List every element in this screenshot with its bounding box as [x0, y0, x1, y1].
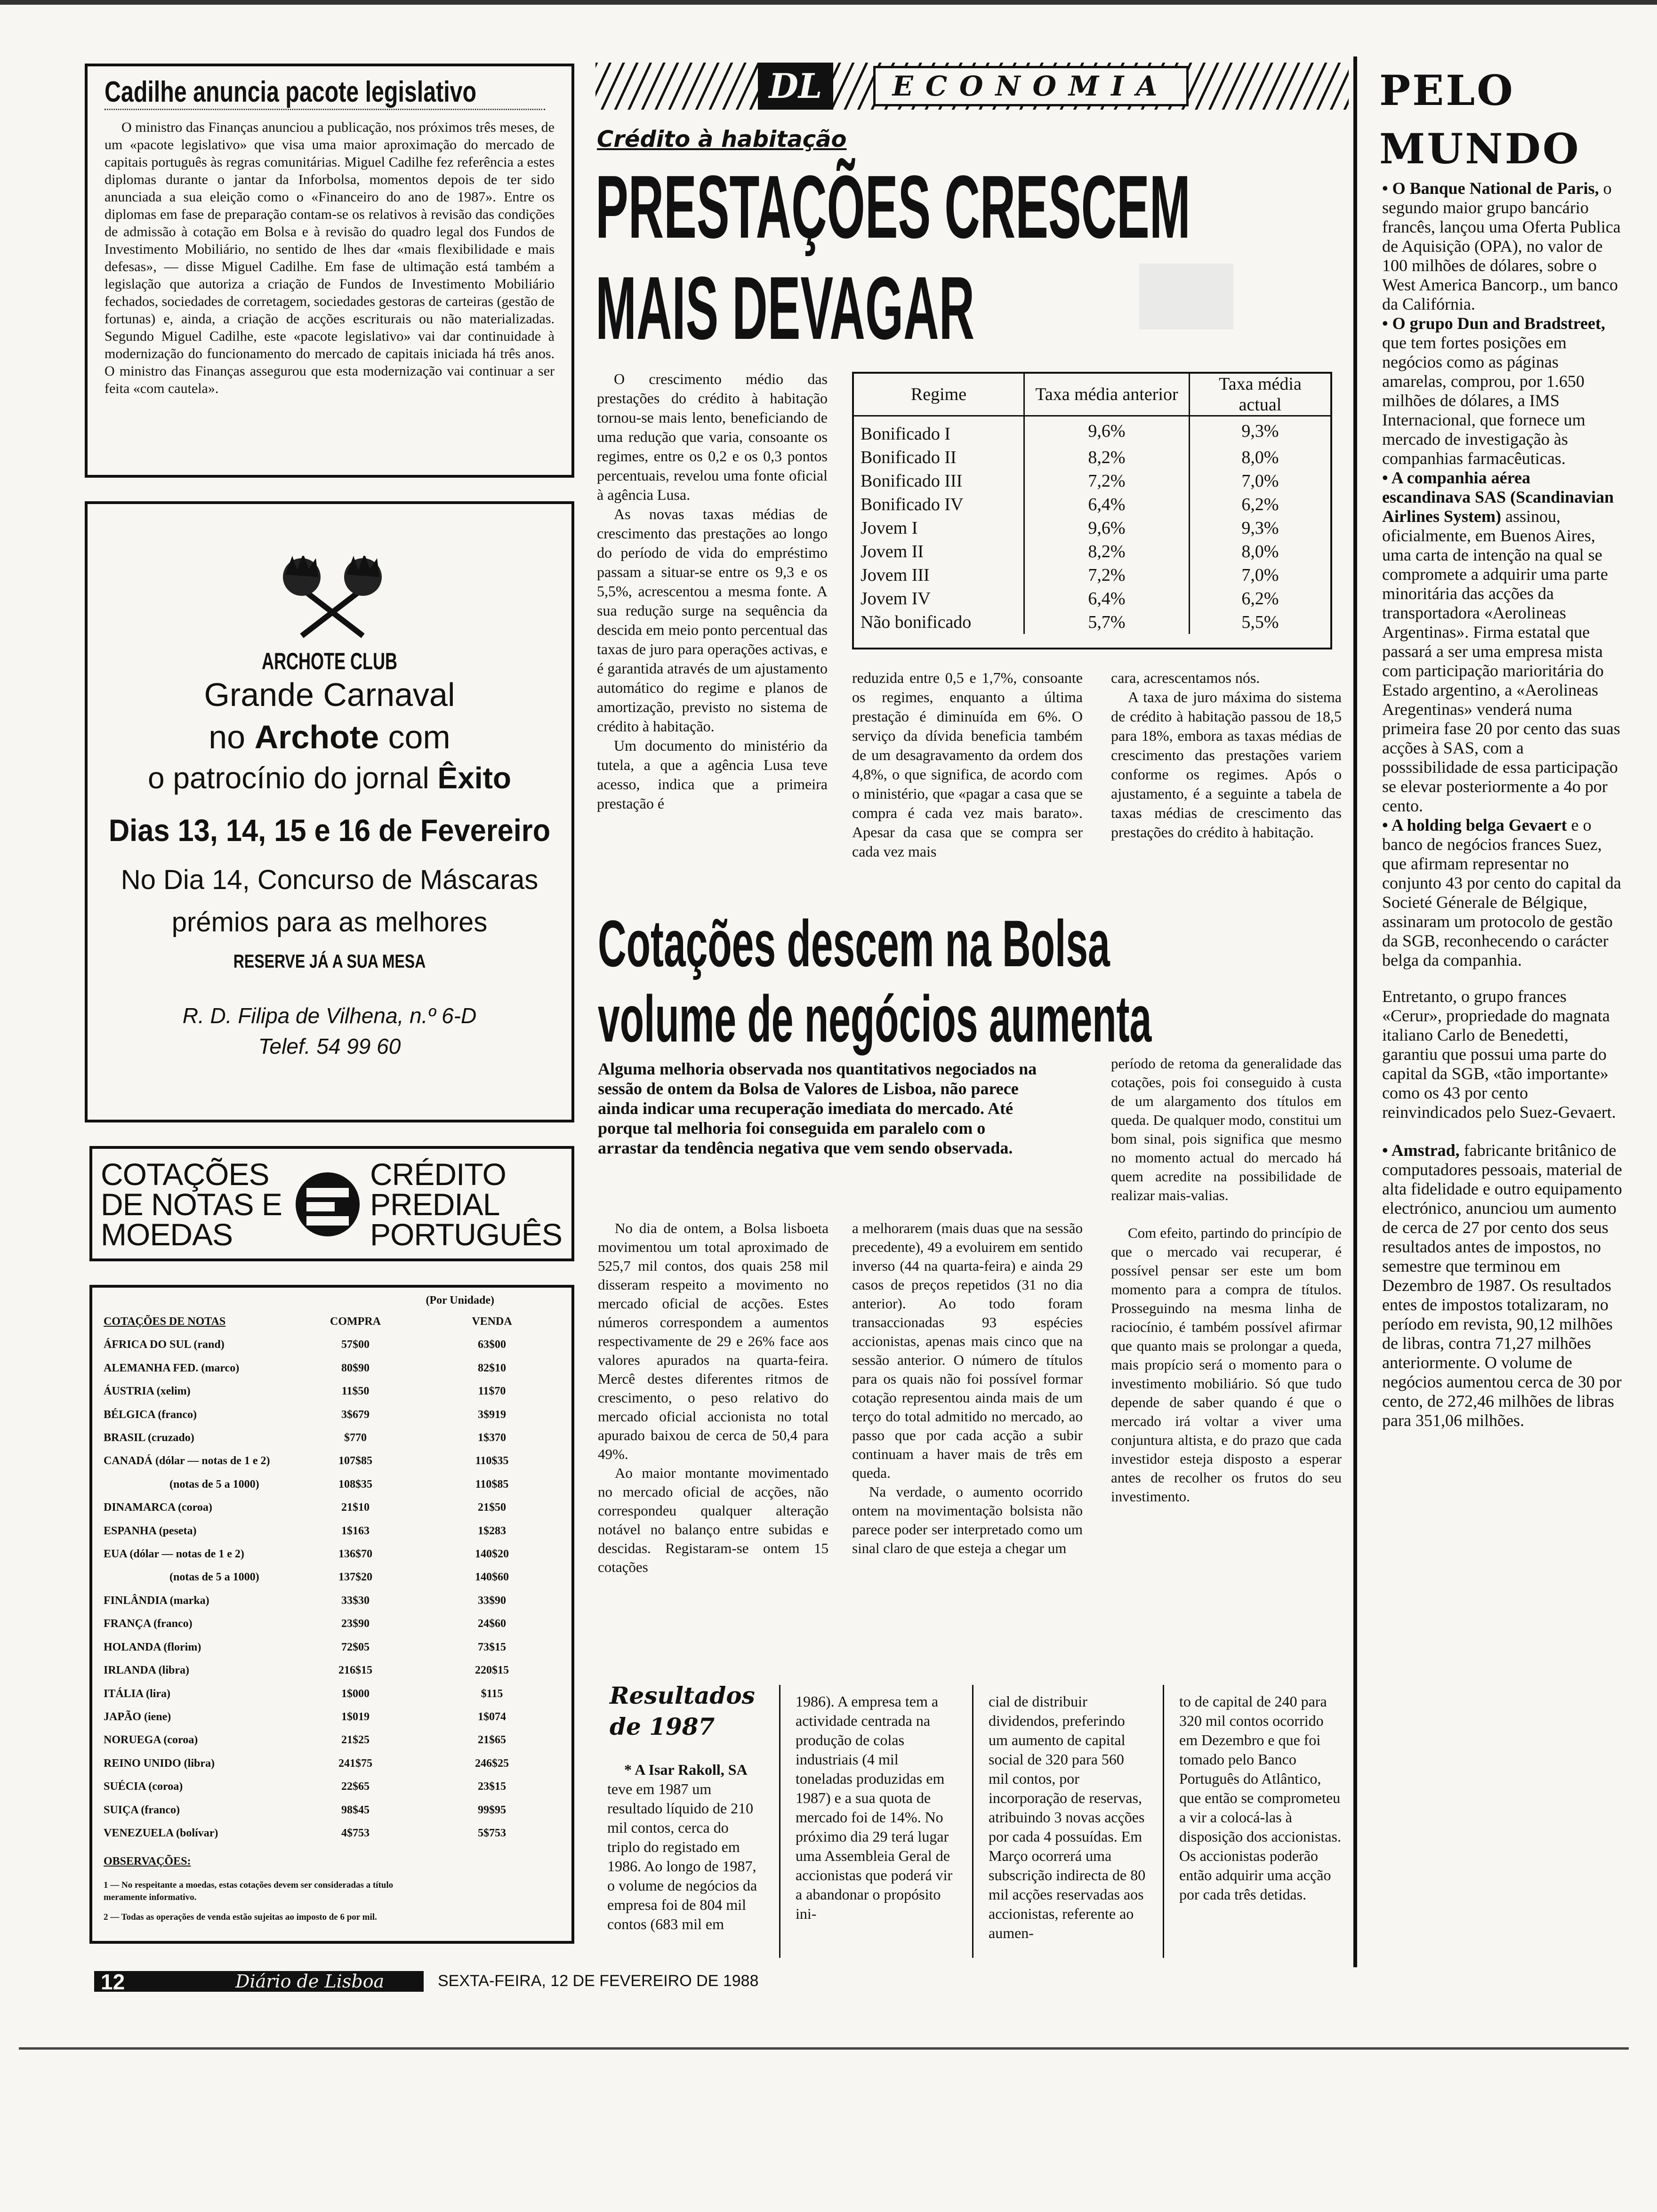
world-item-text: assinou, oficialmente, em Buenos Aires, uma carta de intenção na qual se compromete a adquirir uma parte minoritária das acções da transportadora «Aerolineas Argentinas». Firma estatal que passará a ser uma empresa mista com participação marioritária do Estado argentino, a «Aerolineas Aregentinas» venderá numa primeira fase 20 por cento das suas acções à SAS, com a posssibilidade de essa participação se elevar posteriormente a 4o por cento. [1382, 507, 1620, 815]
fx-row [104, 1659, 560, 1682]
world-item [1382, 314, 1622, 468]
rate-row [854, 493, 1330, 516]
ad-line2-pre: no [209, 719, 246, 755]
main-col-3-p2: A taxa de juro máxima do sistema de crédito à habitação passou de 18,5 para 18%, embora as taxas médias de crescimento das prestações variem conforme os regimes. Após o ajustamento, é a seguinte a tabela de taxas médias de crescimento das prestações do crédito à habitação. [1111, 689, 1342, 841]
fx-currency: NORUEGA (coroa) [104, 1734, 198, 1747]
rate-row [854, 516, 1330, 540]
world-item [1382, 468, 1622, 816]
world-title: PELO MUNDO [1379, 66, 1581, 173]
rate-regime: Não bonificado [854, 610, 1024, 634]
fx-bank-name: CRÉDITO PREDIAL PORTUGUÊS [370, 1157, 562, 1252]
fx-sell: 33$90 [478, 1594, 506, 1607]
fx-col-label: COTAÇÕES DE NOTAS [104, 1315, 226, 1328]
rate-regime: Jovem III [854, 563, 1024, 587]
resultados-company: * A Isar Rakoll, SA [624, 1761, 748, 1778]
fx-buy: 11$50 [341, 1385, 370, 1398]
fx-per-unit: (Por Unidade) [426, 1294, 494, 1306]
rate-header-row [854, 374, 1330, 416]
rate-regime: Jovem IV [854, 587, 1024, 610]
fx-buy: 107$85 [338, 1455, 372, 1467]
cadilhe-body: O ministro das Finanças anunciou a publicação, nos próximos três meses, de um «pacote legislativo» que visa uma maior aproximação do mercado de capitais português às regras comunitárias. Miguel Cadilhe fez referência a estes diplomas durante o jantar da Inforbolsa, momentos depois de ter sido anunciada a sua eleição como o «Financeiro do ano de 1987». Entre os diplomas em fase de preparação contam-se os relativos à revisão das condições de admissão à cotação em Bolsa e à revisão do quadro legal dos Fundos de Investimento Mobiliário, no sentido de lhes dar «mais flexibilidade e mais defesas», — disse Miguel Cadilhe. Em fase de ultimação está também a legislação que autoriza a criação de Fundos de Investimento Mobiliário fechados, sociedades de corretagem, sociedades gestoras de carteiras (gestão de fortunas) e, ainda, a criação de acções escriturais ou não materializadas. Segundo Miguel Cadilhe, este «pacote legislativo» vai dar continuidade à modernização do funcionamento do mercado de capitais iniciada há três anos. O ministro das Finanças assegurou que esta modernização vai continuar a ser feita «com cautela». [105, 120, 555, 396]
fx-currency: (notas de 5 a 1000) [169, 1571, 259, 1584]
rate-regime: Jovem I [854, 516, 1024, 540]
rate-prev: 9,6% [1024, 516, 1190, 540]
fx-row [104, 1729, 560, 1752]
bolsa-headline-2: volume de negócios aumenta [598, 982, 1152, 1056]
fx-sell: 140$20 [475, 1548, 509, 1561]
fx-note-2: 2 — Todas as operações de venda estão sujeitas ao imposto de 6 por mil. [104, 1912, 377, 1923]
footer-page: 12 [101, 1970, 125, 1994]
fx-buy: 137$20 [338, 1571, 372, 1584]
section-logo: DL [758, 63, 833, 110]
resultados-rule-1 [779, 1685, 780, 1958]
fx-table-box [89, 1285, 574, 1944]
rate-prev: 8,2% [1024, 446, 1190, 469]
fx-buy: 216$15 [338, 1664, 372, 1677]
fx-row [104, 1427, 560, 1450]
fx-sell: 246$25 [475, 1757, 509, 1770]
fx-sell: 220$15 [475, 1664, 509, 1677]
fx-sell: 21$50 [478, 1501, 506, 1514]
rate-curr: 7,0% [1241, 565, 1279, 585]
rate-curr: 6,2% [1241, 495, 1279, 514]
fx-buy: 4$753 [341, 1827, 370, 1839]
world-item-lead: • O grupo Dun and Bradstreet, [1382, 314, 1605, 333]
bolsa-col-3-p1: período de retoma da generalidade das cotações, pois foi conseguido à custa de um alargamento dos títulos em queda. De qualquer modo, constitui um bom sinal, pois significa que mesmo no momento actual do mercado há quem acredite na possibilidade de realizar mais-valias. [1111, 1055, 1342, 1203]
ad-line1: Grande Carnaval [204, 676, 455, 713]
fx-buy: 57$00 [341, 1338, 370, 1351]
fx-sell: 5$753 [478, 1827, 506, 1839]
fx-sell: 63$00 [478, 1338, 506, 1351]
fx-row [104, 1752, 560, 1775]
fx-currency: BÉLGICA (franco) [104, 1408, 197, 1421]
fx-sell: 73$15 [478, 1641, 506, 1653]
fx-buy: 21$10 [341, 1501, 370, 1514]
section-title-box [873, 66, 1189, 106]
kicker: Crédito à habitação [597, 126, 847, 152]
main-col-2-p1: reduzida entre 0,5 e 1,7%, consoante os regimes, enquanto a última prestação é diminuída em 6%. O serviço da dívida beneficia também de um desagravamento da ordem dos 4,8%, o que significa, de acordo com o ministério, que «pagar a casa que se compra é cada vez mais barato». Apesar da casa que se compra ser cada vez mais [852, 669, 1083, 860]
fx-sell: 82$10 [478, 1362, 506, 1374]
fx-buy: 108$35 [338, 1478, 372, 1491]
world-rule [1353, 56, 1357, 1967]
ad-exito: Êxito [437, 761, 511, 795]
fx-buy: 136$70 [338, 1548, 372, 1561]
bolsa-col-1-p1: No dia de ontem, a Bolsa lisboeta movimentou um total aproximado de 525,7 mil contos, dos quais 258 mil disseram respeito a movimento no mercado oficial de acções. Estes números correspondem a aumentos respectivamente de 29 e 26% face aos valores apurados na quarta-feira. Mercê destes diferentes ritmos de crescimento, o peso relativo do mercado oficial accionista no total apurado baixou de cerca de 50,4 para 49%. [598, 1220, 828, 1462]
rate-curr: 6,2% [1241, 589, 1279, 609]
fx-table [104, 1310, 560, 1845]
fx-sell: 3$919 [478, 1408, 506, 1421]
fx-currency: JAPÃO (iene) [104, 1710, 171, 1723]
ad-line3 [88, 761, 571, 795]
rate-curr: 7,0% [1241, 471, 1279, 491]
fx-row [104, 1357, 560, 1380]
fx-currency: ÁUSTRIA (xelim) [104, 1385, 191, 1398]
fx-currency: BRASIL (cruzado) [104, 1432, 194, 1444]
rate-row [854, 540, 1330, 563]
world-item-lead: • Amstrad, [1382, 1141, 1460, 1160]
fx-row [104, 1566, 560, 1589]
fx-currency: (notas de 5 a 1000) [169, 1478, 259, 1491]
resultados-c4: to de capital de 240 para 320 mil contos ocorrido em Dezembro e que foi tomado pelo Banco Português do Atlântico, que então se comprometeu a vir a colocá-las à disposição dos accionistas. Os accionistas poderão então adquirir uma acção por cada três detidas. [1179, 1693, 1341, 1903]
rate-prev: 7,2% [1024, 469, 1190, 493]
world-item-lead: • A holding belga Gevaert [1382, 816, 1567, 834]
world-item-lead: • O Banque National de Paris, [1382, 179, 1599, 198]
resultados-col-4 [1179, 1692, 1342, 1904]
fx-buy: 21$25 [341, 1734, 370, 1747]
rate-regime: Bonificado II [854, 446, 1024, 469]
resultados-c1: teve em 1987 um resultado líquido de 210 mil contos, cerca do triplo do registado em 1986. Ao longo de 1987, o volume de negócios da empresa foi de 804 mil contos (683 mil em [607, 1780, 757, 1932]
fx-sell: 23$15 [478, 1780, 506, 1793]
ad-archote: Archote [254, 719, 379, 755]
fx-row [104, 1683, 560, 1706]
rate-h-regime: Regime [854, 374, 1024, 416]
rate-prev: 6,4% [1024, 587, 1190, 610]
fx-sell: 24$60 [478, 1618, 506, 1630]
fx-buy: 98$45 [341, 1803, 370, 1816]
fx-currency: SUÉCIA (coroa) [104, 1780, 183, 1793]
fx-currency: SUIÇA (franco) [104, 1803, 180, 1816]
rate-table [854, 374, 1330, 634]
rate-regime: Jovem II [854, 540, 1024, 563]
fx-buy: 22$65 [341, 1780, 370, 1793]
rate-row [854, 416, 1330, 446]
rate-curr: 9,3% [1241, 421, 1279, 441]
rate-curr: 8,0% [1241, 542, 1279, 561]
headline-watermark [1139, 264, 1233, 329]
fx-row [104, 1543, 560, 1566]
fx-sell: 99$95 [478, 1803, 506, 1816]
fx-sell: 140$60 [475, 1571, 509, 1584]
world-item-text: o segundo maior grupo bancário francês, lançou uma Oferta Publica de Aquisição (OPA), no valor de 100 milhões de dólares, sobre o West America Bancorp., um banco da Califórnia. [1382, 179, 1621, 313]
headline-2: MAIS DEVAGAR [595, 258, 975, 358]
footer [94, 1971, 777, 2004]
world-item [1382, 816, 1622, 970]
fx-row [104, 1589, 560, 1612]
fx-row [104, 1333, 560, 1356]
footer-paper: Diário de Lisboa [235, 1971, 385, 1992]
resultados-col-2 [796, 1692, 953, 1923]
main-col-1-p2: As novas taxas médias de crescimento das prestações ao longo do período de vida do empréstimo passam a situar-se entre os 9,3 e os 5,5%, acrescentou a mesma fonte. A sua redução surge na sequência da descida em meio ponto percentual das taxas de juro para operações activas, e é garantida através de um ajustamento automático do regime e planos de amortização, previsto no sistema de crédito à habitação. [597, 505, 828, 735]
world-item-lead: • A companhia aérea escandinava SAS (Scandinavian Airlines System) [1382, 468, 1614, 526]
rate-prev: 7,2% [1024, 563, 1190, 587]
fx-col-sell: VENDA [472, 1315, 512, 1328]
fx-row [104, 1496, 560, 1519]
ad-address: R. D. Filipa de Vilhena, n.º 6-D [182, 1003, 477, 1028]
fx-buy: 1$019 [341, 1710, 370, 1723]
fx-currency: HOLANDA (florim) [104, 1641, 201, 1653]
fx-buy: $770 [344, 1432, 367, 1444]
ad-reserve: RESERVE JÁ A SUA MESA [233, 951, 426, 972]
fx-currency: EUA (dólar — notas de 1 e 2) [104, 1548, 244, 1561]
fx-currency: CANADÁ (dólar — notas de 1 e 2) [104, 1455, 270, 1467]
ad-dates: Dias 13, 14, 15 e 16 de Fevereiro [108, 813, 551, 848]
fx-currency: FRANÇA (franco) [104, 1618, 193, 1630]
fx-row [104, 1612, 560, 1635]
fx-currency: ÁFRICA DO SUL (rand) [104, 1338, 225, 1351]
resultados-rule-2 [972, 1685, 973, 1958]
fx-row [104, 1520, 560, 1543]
world-column [1382, 179, 1622, 1430]
bolsa-headline-1: Cotações descem na Bolsa [598, 906, 1110, 980]
rate-regime: Bonificado IV [854, 493, 1024, 516]
resultados-title: Resultados de 1987 [610, 1682, 755, 1740]
headline-1: PRESTAÇÕES CRESCEM [595, 157, 1190, 257]
ad-prizes: prémios para as melhores [171, 907, 488, 938]
rate-row [854, 587, 1330, 610]
fx-row [104, 1473, 560, 1496]
fx-notes-title: OBSERVAÇÕES: [104, 1855, 191, 1868]
cadilhe-box [85, 64, 574, 478]
ad-line2 [88, 718, 571, 756]
world-item-text: Entretanto, o grupo frances «Cerur», propriedade do magnata italiano Carlo de Benedetti, garantiu que possui uma parte do capital da SGB, «tão importante» como os 43 por cento reinvindicados pelo Suez-Gevaert. [1382, 987, 1616, 1122]
bolsa-col-3-p2: Com efeito, partindo do princípio de que o mercado vai recuperar, é possível pensar ser este um bom momento para a compra de títulos. Prosseguindo na mesma linha de raciocínio, é também possível afirmar que quanto mais se prolongar a queda, mais propício será o momento para o investimento mobiliário. Só que tudo depende de saber quando é que o mercado irá voltar a viver uma conjuntura altista, e do prazo que cada investidor esteja disposto a esperar antes de recolher os frutos do seu investimento. [1111, 1225, 1342, 1505]
fx-currency: REINO UNIDO (libra) [104, 1757, 215, 1770]
bolsa-col-2-p1: a melhorarem (mais duas que na sessão precedente), 49 a evoluirem em sentido inverso (44 na quarta-feira) e ainda 29 casos de preços repetidos (31 no dia anterior). Ao todo foram transaccionadas 93 espécies accionistas, apenas mais cinco que na sessão anterior. O número de títulos para os quais não foi possível formar cotação representou ainda mais de um terço do total admitido no mercado, ao passo que por cada acção a subir continuam a haver mais de três em queda. [852, 1220, 1083, 1481]
main-col-1 [597, 369, 828, 813]
main-col-1-p1: O crescimento médio das prestações do crédito à habitação tornou-se mais lento, beneficiando de uma redução que varia, consoante os regimes, entre os 0,2 e os 0,3 pontos percentuais, revelou uma fonte oficial à agência Lusa. [597, 370, 828, 503]
world-item-text: e o banco de negócios frances Suez, que afirmam representar no conjunto 43 por cento do capital da Societé Génerale de Bélgique, assinaram um protocolo de gestão da SGB, reconhecendo o carácter belga da companhia. [1382, 816, 1621, 970]
fx-note-1: 1 — No respeitante a moedas, estas cotações devem ser consideradas a título meramente informativo. [104, 1880, 394, 1903]
fx-sell: $115 [481, 1687, 503, 1700]
resultados-c2: 1986). A empresa tem a actividade centrada na produção de colas industriais (4 mil toneladas produzidas em 1987) e a sua quota de mercado foi de 14%. No próximo dia 29 terá lugar uma Assembleia Geral de accionistas que poderá vir a abandonar o propósito ini- [796, 1693, 953, 1922]
fx-sell: 110$35 [475, 1455, 509, 1467]
main-col-2 [852, 668, 1083, 861]
cadilhe-title: Cadilhe anuncia pacote legislativo [105, 76, 545, 110]
rate-row [854, 446, 1330, 469]
torch-icon [276, 556, 389, 641]
fx-row [104, 1450, 560, 1473]
archote-ad [85, 501, 574, 1122]
resultados-col-1 [607, 1760, 763, 1934]
main-col-3-p1: cara, acrescentamos nós. [1111, 669, 1260, 686]
ad-club: ARCHOTE CLUB [262, 648, 397, 674]
fx-row [104, 1706, 560, 1729]
fx-row [104, 1775, 560, 1798]
fx-currency: ALEMANHA FED. (marco) [104, 1362, 240, 1374]
rate-row [854, 469, 1330, 493]
section-title: ECONOMIA [892, 70, 1170, 102]
fx-buy: 33$30 [341, 1594, 370, 1607]
rate-row [854, 563, 1330, 587]
fx-buy: 23$90 [341, 1618, 370, 1630]
bolsa-col-2-p2: Na verdade, o aumento ocorrido ontem na movimentação bolsista não parece poder ser interpretado como um sinal claro de que esteja a chegar um [852, 1483, 1083, 1556]
fx-buy: 1$000 [341, 1687, 370, 1700]
main-col-1-p3: Um documento do ministério da tutela, a que a agência Lusa teve acesso, indica que a primeira prestação é [597, 737, 828, 812]
fx-sell: 1$074 [478, 1710, 506, 1723]
bolsa-col-3 [1111, 1054, 1342, 1506]
ad-phone: Telef. 54 99 60 [258, 1034, 401, 1058]
fx-row [104, 1799, 560, 1822]
rate-curr: 9,3% [1241, 518, 1279, 538]
fx-currency: VENEZUELA (bolívar) [104, 1827, 218, 1839]
rate-prev: 9,6% [1024, 416, 1190, 446]
ad-line2-post: com [388, 719, 450, 755]
footer-date: SEXTA-FEIRA, 12 DE FEVEREIRO DE 1988 [438, 1972, 759, 1990]
rate-regime: Bonificado I [854, 416, 1024, 446]
fx-row [104, 1403, 560, 1427]
fx-title-left: COTAÇÕES DE NOTAS E MOEDAS [101, 1157, 282, 1252]
fx-sell: 11$70 [478, 1385, 506, 1398]
rate-table-box [852, 372, 1332, 649]
fx-currency: DINAMARCA (coroa) [104, 1501, 212, 1514]
fx-col-buy: COMPRA [330, 1315, 381, 1328]
bolsa-col-1 [598, 1219, 828, 1577]
rate-curr: 8,0% [1241, 448, 1279, 467]
fx-buy: 72$05 [341, 1641, 370, 1653]
world-item [1382, 179, 1622, 314]
fx-row [104, 1380, 560, 1403]
resultados-rule-3 [1163, 1685, 1164, 1958]
fx-buy: 1$163 [341, 1524, 370, 1537]
rate-prev: 8,2% [1024, 540, 1190, 563]
ad-contest: No Dia 14, Concurso de Máscaras [121, 865, 539, 895]
bank-logo-icon [292, 1162, 363, 1247]
fx-buy: 241$75 [338, 1757, 372, 1770]
bolsa-lead: Alguma melhoria observada nos quantitativos negociados na sessão de ontem da Bolsa de Valores de Lisboa, não parece ainda indicar uma recuperação imediata do mercado. Até porque tal melhoria foi conseguida em paralelo com o arrastar da tendência negativa que vem sendo observada. [598, 1059, 1037, 1157]
fx-header-row [104, 1310, 560, 1333]
footer-rule [19, 2047, 1629, 2050]
world-item-text: fabricante britânico de computadores pessoais, material de alta fidelidade e outro equipamento electrónico, anunciou um aumento de cerca de 27 por cento dos seus resultados antes de impostos, no semestre que terminou em Dezembro de 1987. Os resultados entes de impostos totalizaram, no período em revista, 90,12 milhões de libras, contra 71,27 milhões anteriormente. O volume de negócios aumentou cerca de 30 por cento, de 272,46 milhões de libras para 351,06 milhões. [1382, 1141, 1622, 1430]
fx-buy: 3$679 [341, 1408, 370, 1421]
bolsa-col-1-p2: Ao maior montante movimentado no mercado oficial de acções, não correspondeu qualquer alteração notável no balanço entre subidas e descidas. Registaram-se ontem 15 cotações [598, 1465, 828, 1575]
world-item [1382, 987, 1622, 1122]
ad-line3-pre: o patrocínio do jornal [148, 761, 429, 795]
main-col-3 [1111, 668, 1342, 842]
fx-row [104, 1636, 560, 1659]
rate-regime: Bonificado III [854, 469, 1024, 493]
bolsa-col-2 [852, 1219, 1083, 1558]
top-rule [0, 0, 1657, 5]
fx-buy: 80$90 [341, 1362, 370, 1374]
world-item [1382, 1141, 1622, 1430]
fx-sell: 21$65 [478, 1734, 506, 1747]
rate-curr: 5,5% [1241, 612, 1279, 632]
fx-row [104, 1822, 560, 1845]
fx-header [89, 1146, 574, 1261]
fx-sell: 1$370 [478, 1432, 506, 1444]
fx-currency: ITÁLIA (lira) [104, 1687, 171, 1700]
rate-row [854, 610, 1330, 634]
resultados-c3: cial de distribuir dividendos, preferindo um aumento de capital social de 320 para 560 mil contos, por incorporação de reservas, atribuindo 3 novas acções por cada 4 possuídas. Em Março ocorrerá uma subscrição indirecta de 80 mil acções reservadas aos accionistas, referente ao aumen- [989, 1693, 1146, 1941]
rate-prev: 5,7% [1024, 610, 1190, 634]
resultados-col-3 [989, 1692, 1146, 1943]
fx-currency: IRLANDA (libra) [104, 1664, 190, 1677]
rate-h-curr: Taxa média actual [1190, 374, 1331, 416]
rate-prev: 6,4% [1024, 493, 1190, 516]
fx-sell: 110$85 [475, 1478, 509, 1491]
fx-currency: ESPANHA (peseta) [104, 1524, 197, 1537]
fx-currency: FINLÂNDIA (marka) [104, 1594, 209, 1607]
world-item-text: que tem fortes posições em negócios como as páginas amarelas, comprou, por 1.650 milhões de dólares, a IMS Internacional, que fornece um mercado de investigação às companhias farmacêuticas. [1382, 333, 1585, 468]
fx-sell: 1$283 [478, 1524, 506, 1537]
rate-h-prev: Taxa média anterior [1024, 374, 1190, 416]
